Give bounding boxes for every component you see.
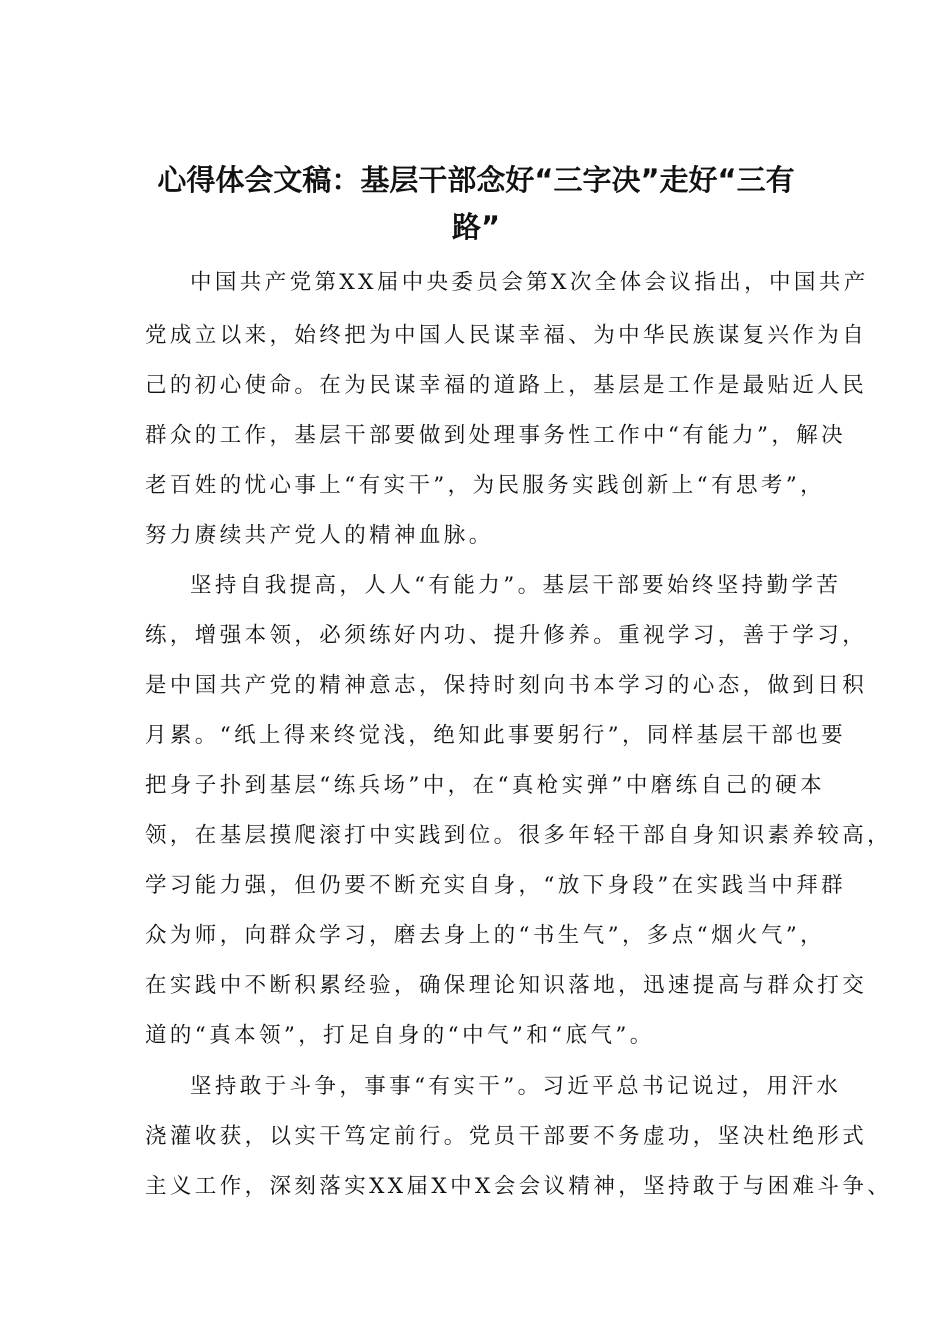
- paragraph-2-line-4: 月累。“纸上得来终觉浅，绝知此事要躬行”，同样基层干部也要: [145, 723, 847, 748]
- paragraph-2-line-9: 在实践中不断积累经验，确保理论知识落地，迅速提高与群众打交: [145, 973, 868, 998]
- paragraph-1-line-6: 努力赓续共产党人的精神血脉。: [145, 523, 494, 548]
- paragraph-2-line-2: 练，增强本领，必须练好内功、提升修养。重视学习，善于学习，: [145, 623, 868, 648]
- paragraph-2-line-8: 众为师，向群众学习，磨去身上的“书生气”，多点“烟火气”，: [145, 923, 826, 948]
- paragraph-2-line-3: 是中国共产党的精神意志，保持时刻向书本学习的心态，做到日积: [145, 673, 868, 698]
- paragraph-1-line-5: 老百姓的忧心事上“有实干”，为民服务实践创新上“有思考”，: [145, 473, 826, 498]
- paragraph-3-line-2: 浇灌收获，以实干笃定前行。党员干部要不务虚功，坚决杜绝形式: [145, 1124, 868, 1149]
- paragraph-1-line-1: 中国共产党第XX届中央委员会第X次全体会议指出，中国共产: [190, 270, 869, 295]
- paragraph-3-line-3: 主义工作，深刻落实XX届X中X会会议精神，坚持敢于与困难斗争、: [145, 1174, 893, 1199]
- paragraph-2-line-10: 道的“真本领”，打足自身的“中气”和“底气”。: [145, 1023, 655, 1048]
- paragraph-1-line-4: 群众的工作，基层干部要做到处理事务性工作中“有能力”，解决: [145, 423, 847, 448]
- paragraph-2-line-7: 学习能力强，但仍要不断充实自身，“放下身段”在实践当中拜群: [145, 873, 847, 898]
- paragraph-3-line-1: 坚持敢于斗争，事事“有实干”。习近平总书记说过，用汗水: [190, 1074, 842, 1099]
- paragraph-1-line-2: 党成立以来，始终把为中国人民谋幸福、为中华民族谋复兴作为自: [145, 323, 868, 348]
- paragraph-1-line-3: 己的初心使命。在为民谋幸福的道路上，基层是工作是最贴近人民: [145, 373, 868, 398]
- document-title-line-1: 心得体会文稿：基层干部念好“三字决”走好“三有: [157, 163, 795, 197]
- paragraph-2-line-5: 把身子扑到基层“练兵场”中，在“真枪实弹”中磨练自己的硬本: [145, 773, 826, 798]
- paragraph-2-line-6: 领，在基层摸爬滚打中实践到位。很多年轻干部自身知识素养较高，: [145, 823, 893, 848]
- document-title-line-2: 路”: [451, 210, 501, 244]
- paragraph-2-line-1: 坚持自我提高，人人“有能力”。基层干部要始终坚持勤学苦: [190, 573, 842, 598]
